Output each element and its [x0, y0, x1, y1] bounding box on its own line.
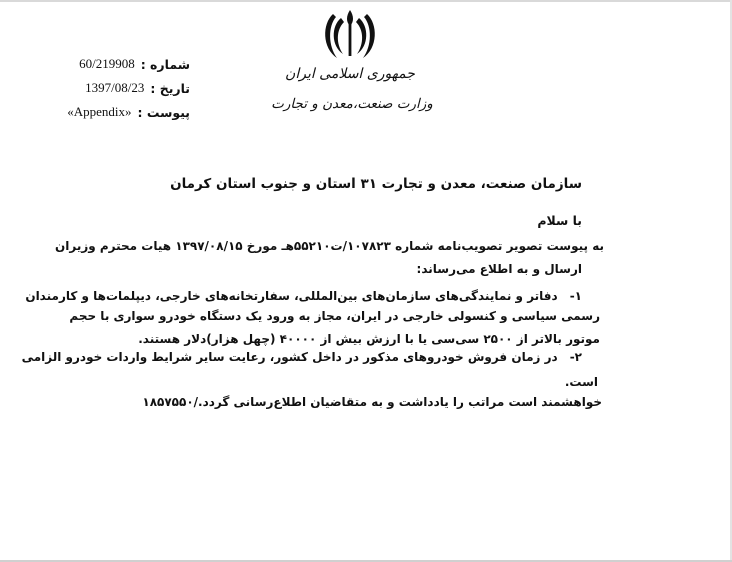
frame-top-edge — [0, 0, 732, 2]
letter-number-value: 60/219908 — [79, 56, 135, 71]
addressee: سازمان صنعت، معدن و تجارت ۳۱ استان و جنوب استان کرمان — [170, 176, 582, 192]
item-1-line-3: موتور بالاتر از ۲۵۰۰ سی‌سی یا با ارزش بیش از ۴۰۰۰۰ (چهل هزار)دلار هستند. — [138, 332, 600, 346]
iran-emblem-icon — [319, 8, 381, 60]
reference-block — [60, 52, 190, 124]
item-1-text-1: دفاتر و نمایندگی‌های سازمان‌های بین‌المللی، سفارتخانه‌های خارجی، دیپلمات‌ها و کارمندان — [25, 289, 558, 303]
item-1-line-1 — [25, 289, 582, 303]
intro-line-1: به پیوست تصویر تصویب‌نامه شماره ۱۰۷۸۲۳/ت۵۵۲۱۰هـ مورخ ۱۳۹۷/۰۸/۱۵ هیات محترم وزیران — [55, 239, 604, 253]
ministry-name: وزارت صنعت،معدن و تجارت — [271, 96, 433, 112]
letter-number-label: شماره : — [140, 56, 190, 72]
item-2-text-1: در زمان فروش خودروهای مذکور در داخل کشور، رعایت سایر شرایط واردات خودرو الزامی — [21, 350, 558, 364]
letter-date-value: 1397/08/23 — [85, 80, 145, 95]
item-1-line-2: رسمی سیاسی و کنسولی خارجی در ایران، مجاز به ورود یک دستگاه خودرو سواری با حجم — [69, 309, 600, 323]
intro-line-2: ارسال و به اطلاع می‌رساند: — [416, 262, 582, 276]
greeting: با سلام — [537, 213, 582, 228]
item-2-number: ۲- — [569, 350, 582, 364]
attachment-row — [60, 100, 190, 124]
letter-number-row — [60, 52, 190, 76]
letter-date-row — [60, 76, 190, 100]
attachment-label: پیوست : — [137, 104, 190, 120]
attachment-value: «Appendix» — [67, 104, 132, 119]
letter-date-label: تاریخ : — [150, 80, 190, 96]
item-1-number: ۱- — [569, 289, 582, 303]
item-2-line-1 — [22, 350, 582, 364]
item-2-line-2: است. — [564, 375, 598, 389]
closing-line: خواهشمند است مراتب را یادداشت و به متقاضیان اطلاع‌رسانی گردد./۱۸۵۷۵۵۰ — [142, 395, 602, 409]
country-name: جمهوری اسلامی ایران — [285, 66, 415, 82]
